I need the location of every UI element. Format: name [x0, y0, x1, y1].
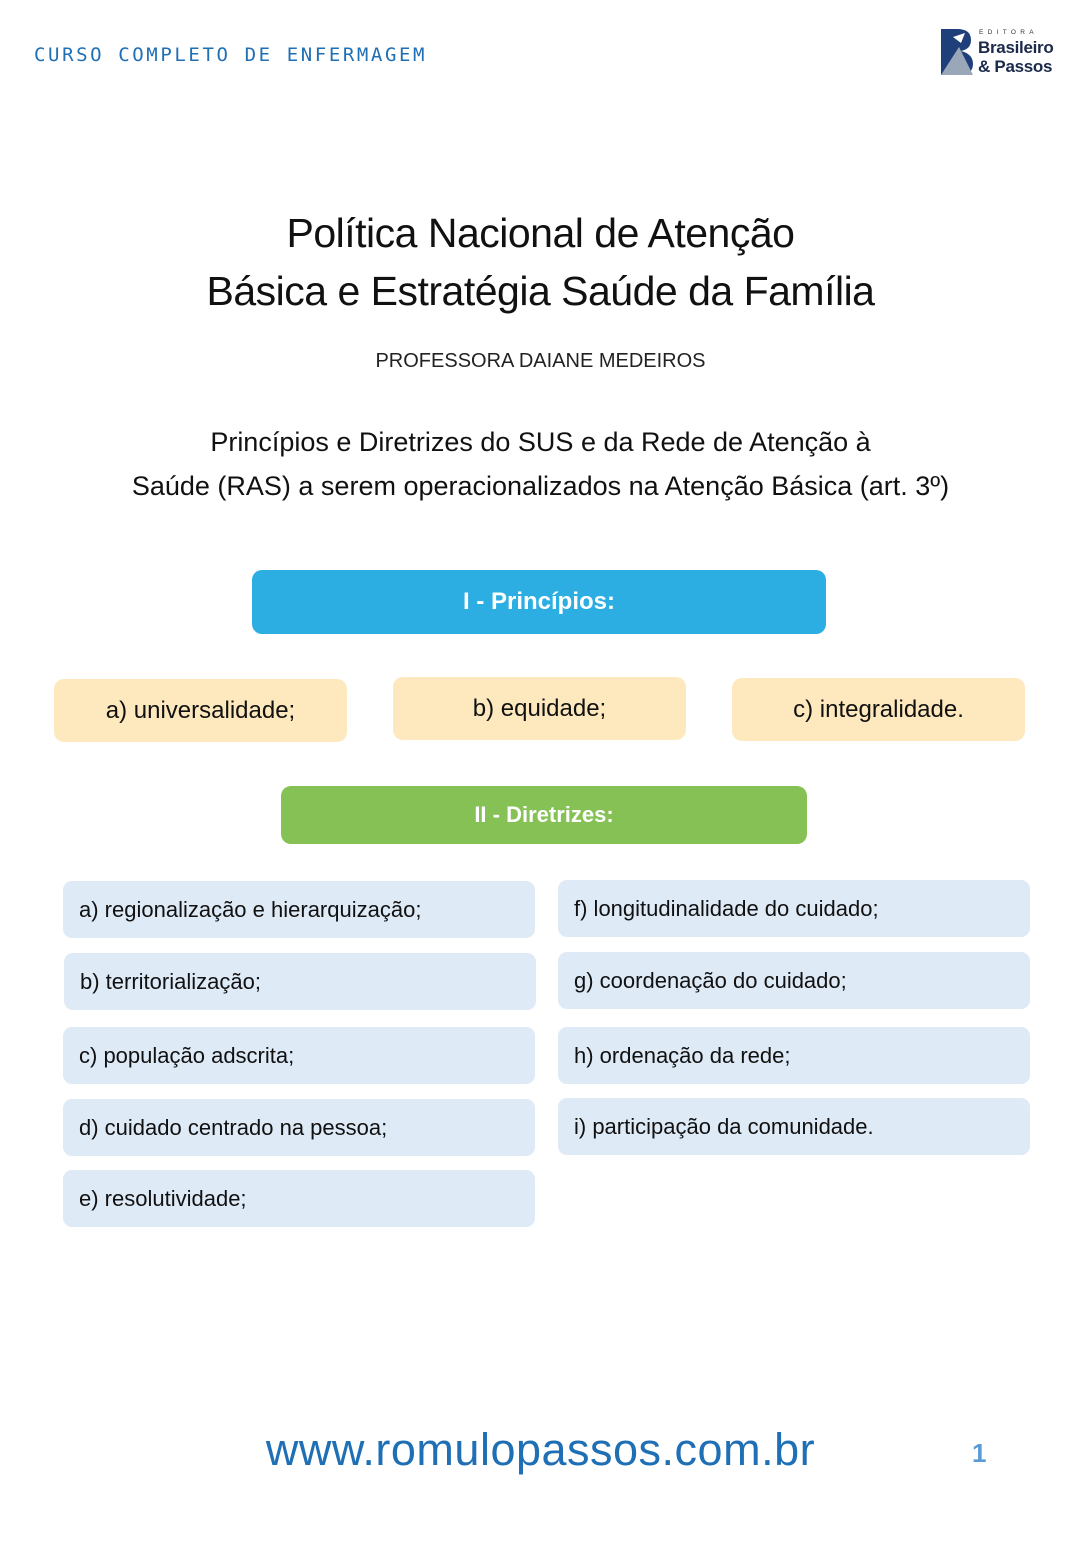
- diretriz-item: g) coordenação do cuidado;: [558, 952, 1030, 1009]
- principio-item: c) integralidade.: [732, 678, 1025, 741]
- title-line-2: Básica e Estratégia Saúde da Família: [206, 268, 875, 314]
- diretrizes-heading: II - Diretrizes:: [281, 786, 807, 844]
- logo-brand-line1: Brasileiro: [978, 38, 1054, 57]
- diretriz-item: f) longitudinalidade do cuidado;: [558, 880, 1030, 937]
- diretriz-item: i) participação da comunidade.: [558, 1098, 1030, 1155]
- author: PROFESSORA DAIANE MEDEIROS: [375, 350, 706, 372]
- diretriz-item: b) territorialização;: [64, 953, 536, 1010]
- principios-heading: I - Princípios:: [252, 570, 826, 634]
- diretriz-item: e) resolutividade;: [63, 1170, 535, 1227]
- logo-mark-icon: [939, 27, 975, 77]
- title-line-1: Política Nacional de Atenção: [286, 210, 795, 256]
- subtitle-line-2: Saúde (RAS) a serem operacionalizados na Atenção Básica (art. 3º): [131, 471, 950, 501]
- diretriz-item: d) cuidado centrado na pessoa;: [63, 1099, 535, 1156]
- subtitle: [0, 420, 1081, 508]
- subtitle-line-1: Princípios e Diretrizes do SUS e da Rede de Atenção à: [210, 427, 871, 457]
- document-title: [0, 204, 1081, 320]
- diretriz-item: h) ordenação da rede;: [558, 1027, 1030, 1084]
- principio-item: b) equidade;: [393, 677, 686, 740]
- course-header: CURSO COMPLETO DE ENFERMAGEM: [34, 44, 428, 66]
- page-number: 1: [972, 1438, 987, 1468]
- logo-brand-line2: & Passos: [978, 57, 1053, 76]
- logo-editora-text: EDITORA: [979, 29, 1038, 36]
- diretriz-item: a) regionalização e hierarquização;: [63, 881, 535, 938]
- footer-url: www.romulopassos.com.br: [265, 1424, 816, 1475]
- publisher-logo: [939, 27, 1054, 79]
- diretriz-item: c) população adscrita;: [63, 1027, 535, 1084]
- principio-item: a) universalidade;: [54, 679, 347, 742]
